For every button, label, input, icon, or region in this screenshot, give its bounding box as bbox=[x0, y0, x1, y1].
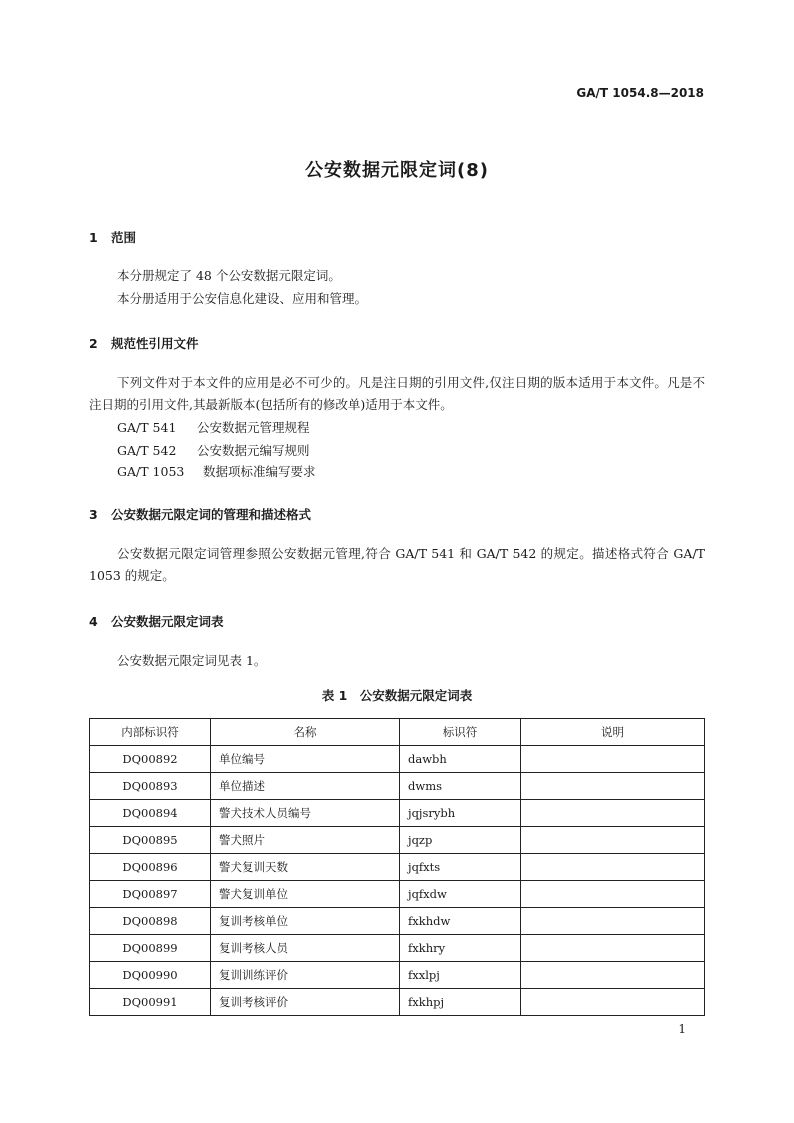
column-header: 名称 bbox=[211, 719, 400, 746]
identifier-cell: dwms bbox=[400, 773, 521, 800]
name-cell: 复训训练评价 bbox=[211, 962, 400, 989]
paragraph: 本分册适用于公安信息化建设、应用和管理。 bbox=[117, 291, 368, 306]
qualifier-table bbox=[89, 718, 705, 1016]
name-cell: 复训考核单位 bbox=[211, 908, 400, 935]
name-cell: 单位描述 bbox=[211, 773, 400, 800]
table-row bbox=[90, 854, 705, 881]
description-cell bbox=[521, 962, 705, 989]
section-title: 规范性引用文件 bbox=[111, 336, 199, 351]
name-cell: 复训考核人员 bbox=[211, 935, 400, 962]
reference-code: GA/T 541 bbox=[117, 420, 177, 435]
table-row bbox=[90, 908, 705, 935]
identifier-cell: fxkhpj bbox=[400, 989, 521, 1016]
section-heading-1 bbox=[89, 228, 136, 246]
column-header: 说明 bbox=[521, 719, 705, 746]
table-row bbox=[90, 827, 705, 854]
section-number: 2 bbox=[89, 336, 98, 351]
section-number: 3 bbox=[89, 507, 98, 522]
paragraph: 下列文件对于本文件的应用是必不可少的。凡是注日期的引用文件,仅注日期的版本适用于本文件。凡是不注日期的引用文件,其最新版本(包括所有的修改单)适用于本文件。 bbox=[89, 375, 705, 412]
document-title: 公安数据元限定词(8) bbox=[305, 160, 489, 181]
internal-id-cell: DQ00991 bbox=[90, 989, 211, 1016]
identifier-cell: jqfxts bbox=[400, 854, 521, 881]
section-number: 1 bbox=[89, 230, 98, 245]
reference-item bbox=[117, 441, 310, 459]
table-row bbox=[90, 989, 705, 1016]
reference-item bbox=[117, 462, 316, 480]
paragraph: 公安数据元限定词见表 1。 bbox=[117, 653, 267, 668]
section-number: 4 bbox=[89, 614, 98, 629]
identifier-cell: fxkhdw bbox=[400, 908, 521, 935]
name-cell: 单位编号 bbox=[211, 746, 400, 773]
identifier-cell: jqjsrybh bbox=[400, 800, 521, 827]
internal-id-cell: DQ00895 bbox=[90, 827, 211, 854]
identifier-cell: jqzp bbox=[400, 827, 521, 854]
internal-id-cell: DQ00896 bbox=[90, 854, 211, 881]
section-heading-2 bbox=[89, 334, 199, 352]
reference-name: 数据项标准编写要求 bbox=[203, 464, 316, 479]
identifier-cell: fxkhry bbox=[400, 935, 521, 962]
description-cell bbox=[521, 800, 705, 827]
reference-code: GA/T 1053 bbox=[117, 464, 185, 479]
reference-code: GA/T 542 bbox=[117, 443, 177, 458]
table-header-row bbox=[90, 719, 705, 746]
section-title: 范围 bbox=[111, 230, 137, 245]
description-cell bbox=[521, 773, 705, 800]
table-row bbox=[90, 962, 705, 989]
identifier-cell: jqfxdw bbox=[400, 881, 521, 908]
reference-name: 公安数据元管理规程 bbox=[197, 420, 310, 435]
table-row bbox=[90, 800, 705, 827]
description-cell bbox=[521, 935, 705, 962]
section-heading-4 bbox=[89, 612, 224, 630]
column-header: 标识符 bbox=[400, 719, 521, 746]
name-cell: 警犬照片 bbox=[211, 827, 400, 854]
internal-id-cell: DQ00893 bbox=[90, 773, 211, 800]
internal-id-cell: DQ00897 bbox=[90, 881, 211, 908]
description-cell bbox=[521, 908, 705, 935]
name-cell: 复训考核评价 bbox=[211, 989, 400, 1016]
section-title: 公安数据元限定词表 bbox=[111, 614, 224, 629]
name-cell: 警犬复训单位 bbox=[211, 881, 400, 908]
table-row bbox=[90, 881, 705, 908]
table-row bbox=[90, 935, 705, 962]
paragraph: 公安数据元限定词管理参照公安数据元管理,符合 GA/T 541 和 GA/T 542 的规定。描述格式符合 GA/T 1053 的规定。 bbox=[89, 546, 705, 583]
table-caption: 表 1 公安数据元限定词表 bbox=[321, 688, 473, 703]
identifier-cell: fxxlpj bbox=[400, 962, 521, 989]
paragraph: 本分册规定了 48 个公安数据元限定词。 bbox=[117, 268, 341, 283]
internal-id-cell: DQ00899 bbox=[90, 935, 211, 962]
table-row bbox=[90, 746, 705, 773]
identifier-cell: dawbh bbox=[400, 746, 521, 773]
description-cell bbox=[521, 746, 705, 773]
section-title: 公安数据元限定词的管理和描述格式 bbox=[111, 507, 312, 522]
column-header: 内部标识符 bbox=[90, 719, 211, 746]
page-number: 1 bbox=[678, 1022, 686, 1036]
reference-item bbox=[117, 418, 310, 436]
standard-code: GA/T 1054.8—2018 bbox=[576, 86, 704, 100]
description-cell bbox=[521, 854, 705, 881]
name-cell: 警犬复训天数 bbox=[211, 854, 400, 881]
name-cell: 警犬技术人员编号 bbox=[211, 800, 400, 827]
reference-name: 公安数据元编写规则 bbox=[197, 443, 310, 458]
table-row bbox=[90, 773, 705, 800]
internal-id-cell: DQ00894 bbox=[90, 800, 211, 827]
internal-id-cell: DQ00898 bbox=[90, 908, 211, 935]
section-heading-3 bbox=[89, 505, 311, 523]
description-cell bbox=[521, 881, 705, 908]
description-cell bbox=[521, 827, 705, 854]
internal-id-cell: DQ00892 bbox=[90, 746, 211, 773]
description-cell bbox=[521, 989, 705, 1016]
internal-id-cell: DQ00990 bbox=[90, 962, 211, 989]
